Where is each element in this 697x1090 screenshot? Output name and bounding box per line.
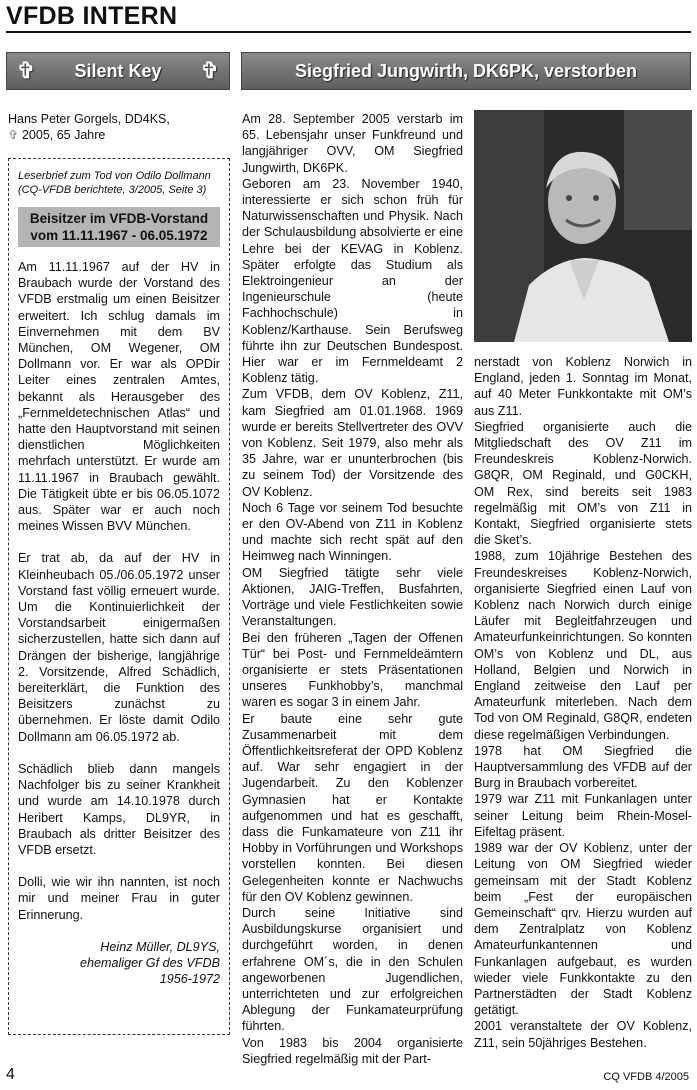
letter-paragraph: Schädlich blieb dann mangels Nachfolger bis zu seiner Krankheit und wurde am 14.10.1978 durch Heribert Kamps, DL9YR, in Braubach als dritter Beisitzer des VFDB ersetzt. xyxy=(18,761,220,857)
signature-line: Heinz Müller, DL9YS, xyxy=(100,939,220,954)
article-paragraph: nerstadt von Koblenz Norwich in England, jeden 1. Sonntag im Monat, auf 40 Meter Funkkontakte mit OM’s aus Z11. xyxy=(474,355,692,418)
article-paragraph: 1988, zum 10jährige Bestehen des Freundeskreises Koblenz-Norwich, organisierte Siegfried einen Lauf von Koblenz nach Norwich durch einige Läufer mit Begleitfahrzeugen und Amateurfunkeinrichtungen. So konnten OM’s von Koblenz und DL, aus Holland, Belgien und Norwich in England zeitweise den Lauf per Amateurfunk miterleben. Nach dem Tod von OM Reginald, G8QR, endeten diese regelmäßigen Verbindungen. xyxy=(474,549,692,742)
reader-letter-box xyxy=(8,158,230,1035)
obituary-headline: Siegfried Jungwirth, DK6PK, verstorben xyxy=(294,60,638,81)
obituary-headline-banner xyxy=(241,52,691,90)
letter-paragraph: Am 11.11.1967 auf der HV in Braubach wurde der Vorstand des VFDB erstmalig um einen Beisitzer erweitert. Ich schlug damals im Einvernehmen mit dem BV München, OM Wegener, OM Dollmann vor. Er war als OPDir Leiter eines zentralen Amtes, bekannt als Herausgeber des „Fernmeldetechnischen Atlas“ und hatte den Hauptvorstand mit seinen dienstlichen Möglichkeiten mehrfach unterstützt. Er wurde am 11.11.1967 in Braubach gewählt. Die Tätigkeit übte er bis 06.05.1072 aus. Später war er auch noch meines Wissen BVV München. xyxy=(18,260,220,534)
article-paragraph: OM Siegfried tätigte sehr viele Aktionen, JAIG-Treffen, Busfahrten, Vorträge und viele Festlichkeiten sowie Veranstaltungen. xyxy=(242,565,463,629)
letter-paragraph: Dolli, wie wir ihn nannten, ist noch mir und meiner Frau in guter Erinnerung. xyxy=(18,875,220,922)
article-paragraph: Von 1983 bis 2004 organisierte Siegfried regelmäßig mit der Part- xyxy=(242,1035,463,1066)
silent-key-label: Silent Key xyxy=(74,60,162,81)
obituary-text-middle-column xyxy=(242,111,463,1067)
article-paragraph: Noch 6 Tage vor seinem Tod besuchte er den OV-Abend von Z11 in Koblenz und machte sich recht spät auf den Heimweg nach Winningen. xyxy=(242,500,463,564)
portrait-illustration xyxy=(474,110,692,342)
letter-paragraph: Er trat ab, da auf der HV in Kleinheubach 05./06.05.1972 unser Vorstand fast völlig erneuert wurde. Um die Kontinuierlichkeit der Vorstandsarbeit einigermaßen sicherzustellen, hatte sich dann auf Drängen der bisherige, langjährige 2. Vorsitzende, Alfred Schädlich, bereiterklärt, die Funktion des Beisitzers zunächst zu übernehmen. Er löste damit Odilo Dollmann am 06.05.1972 ab. xyxy=(18,551,220,744)
article-paragraph: Am 28. September 2005 verstarb im 65. Lebensjahr unser Funkfreund und langjähriger OVV, OM Siegfried Jungwirth, DK6PK. xyxy=(242,112,463,175)
cross-icon: ✞ xyxy=(200,58,219,83)
portrait-photo xyxy=(474,110,692,342)
letter-intro: Leserbrief zum Tod von Odilo Dollmann (CQ-VFDB berichtete, 3/2005, Seite 3) xyxy=(18,170,211,196)
silent-key-notice xyxy=(8,111,230,143)
publication-label: CQ VFDB 4/2005 xyxy=(603,1071,689,1083)
cross-icon: ✞ xyxy=(17,58,36,83)
letter-title-line2: vom 11.11.1967 - 06.05.1972 xyxy=(30,228,208,243)
notice-name-line: Hans Peter Gorgels, DD4KS, xyxy=(8,112,170,126)
letter-title xyxy=(18,207,220,247)
signature-line: 1956-1972 xyxy=(159,972,220,987)
silent-key-banner xyxy=(6,52,230,90)
page-number: 4 xyxy=(6,1066,15,1083)
cross-icon: ✞ xyxy=(8,128,19,142)
letter-title-line1: Beisitzer im VFDB-Vorstand xyxy=(29,211,209,226)
article-paragraph: 1979 war Z11 mit Funkanlagen unter seiner Leitung beim Rhein-Mosel-Eifeltag präsent. xyxy=(474,792,692,839)
article-paragraph: 1989 war der OV Koblenz, unter der Leitung von OM Siegfried wieder gemeinsam mit der Stadt Koblenz beim „Fest der europäischen Gemeinschaft“ qrv. Hierzu wurden auf dem Zentralplatz von Koblenz Amateurfunkantennen und Funkanlagen aufgebaut, es wurden wieder viele Funkkontakte zu den Partnerstädten der Stadt Koblenz getätigt. xyxy=(474,841,692,1018)
article-paragraph: Durch seine Initiative sind Ausbildungskurse organisiert und durchgeführt worden, in denen erfahrene OM´s, die in den Schulen angeworbenen Jugendlichen, unterrichteten und zur erfolgreichen Ablegung der Funkamateurprüfung führten. xyxy=(242,905,463,1034)
article-paragraph: Siegfried organisierte auch die Mitgliedschaft des OV Z11 im Freundeskreis Koblenz-Norwich. G8QR, OM Reginald, und G0CKH, OM Rex, sind bereits seit 1983 regelmäßig mit OM’s von Z11 in Kontakt, Siegfried organisierte stets die Sket’s. xyxy=(474,419,692,548)
article-paragraph: Er baute eine sehr gute Zusammenarbeit mit dem Öffentlichkeitsreferat der OPD Koblenz auf. War sehr engagiert in der Jugendarbeit. Zu den Koblenzer Gymnasien hat er Kontakte aufgenommen und hat es geschafft, dass die Funkamateure von Z11 ihr Hobby in Vorführungen und Workshops vorstellen konnten. Bei diesen Gelegenheiten konnte er Nachwuchs für den OV Koblenz gewinnen. xyxy=(242,711,463,904)
section-header-title: VFDB INTERN xyxy=(6,2,178,30)
article-paragraph: 2001 veranstaltete der OV Koblenz, Z11, sein 50jähriges Bestehen. xyxy=(474,1019,692,1050)
article-paragraph: Geboren am 23. November 1940, interessierte er sich schon früh für Naturwissenschaften und Physik. Nach der Schulausbildung absolvierte er eine Lehre bei der KEVAG in Koblenz. Später erfolgte das Studium als Elektroingenieur an der Ingenieurschule (heute Fachhochschule) in Koblenz/Karthause. Sein Berufsweg führte ihn zur Deutschen Bundespost. Hier war er im Fernmeldeamt 2 Koblenz tätig. xyxy=(242,176,463,386)
obituary-text-right-column xyxy=(474,354,692,1051)
article-paragraph: Zum VFDB, dem OV Koblenz, Z11, kam Siegfried am 01.01.1968. 1969 wurde er bereits Stellvertreter des OVV von Koblenz. Seit 1979, also mehr als 35 Jahre, war er ununterbrochen (bis zu seinem Tod) der Vorsitzende des OV Koblenz. xyxy=(242,387,463,499)
article-paragraph: Bei den früheren „Tagen der Offenen Tür“ bei Post- und Fernmeldeämtern organisierte er stets Präsentationen unseres Funkhobby’s, manchmal waren es sogar 3 in einem Jahr. xyxy=(242,630,463,710)
signature-line: ehemaliger Gf des VFDB xyxy=(80,955,220,970)
letter-signature xyxy=(18,939,220,988)
notice-date-line xyxy=(8,127,230,143)
header-divider xyxy=(6,31,691,33)
notice-date-text: 2005, 65 Jahre xyxy=(21,128,106,142)
article-paragraph: 1978 hat OM Siegfried die Hauptversammlung des VFDB auf der Burg in Braubach vorbereitet. xyxy=(474,743,692,791)
